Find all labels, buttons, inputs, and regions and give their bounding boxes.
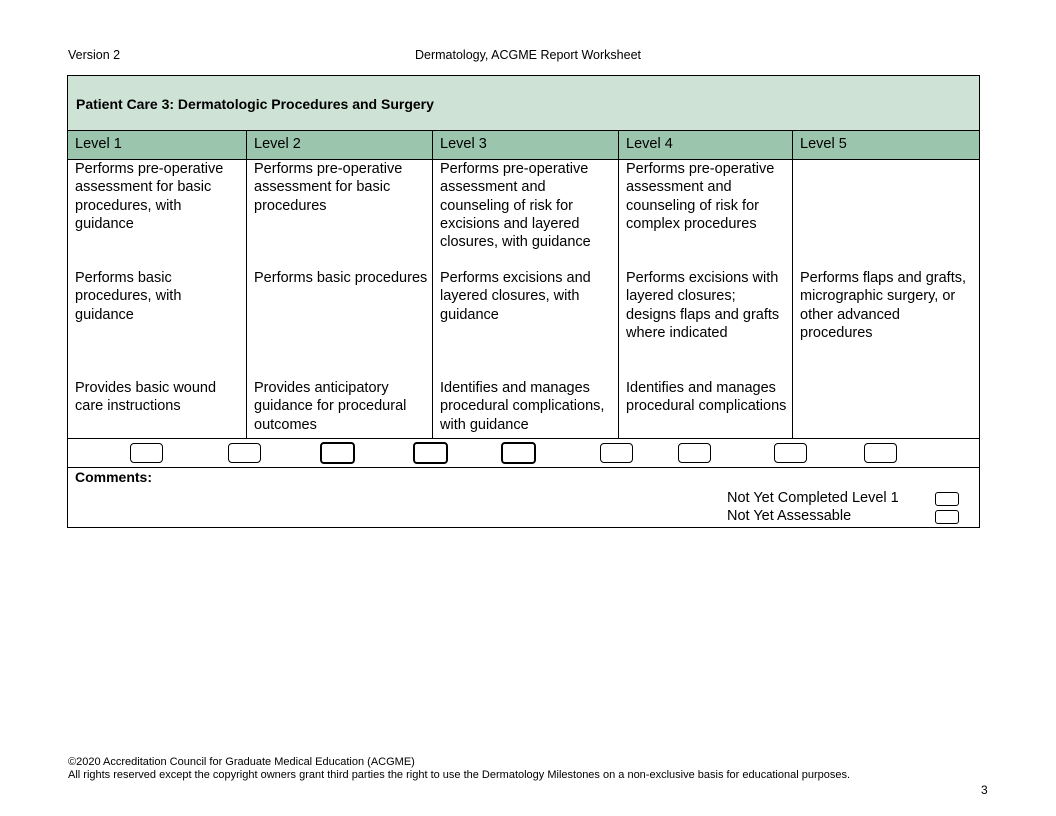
rating-checkbox[interactable]: [774, 443, 807, 463]
rating-checkbox-row: [68, 439, 979, 468]
not-yet-completed-checkbox[interactable]: [935, 492, 959, 506]
copyright-notice: ©2020 Accreditation Council for Graduate Medical Education (ACGME): [68, 756, 415, 768]
milestone-body-row: [68, 160, 979, 439]
level-2-header: Level 2: [247, 131, 433, 159]
comments-section: [68, 468, 979, 527]
milestone-text: Performs pre-operative assessment for basic procedures: [254, 161, 403, 214]
comments-label: Comments:: [75, 469, 153, 485]
level-1-header: Level 1: [68, 131, 247, 159]
rating-checkbox[interactable]: [130, 443, 163, 463]
level-1-column: [68, 160, 247, 438]
rating-checkbox[interactable]: [600, 443, 633, 463]
milestone-text: Performs flaps and grafts, micrographic surgery, or other advanced procedures: [800, 270, 967, 341]
level-4-header: Level 4: [619, 131, 793, 159]
milestone-text: Performs pre-operative assessment and counseling of risk for excisions and layered closures, with guidance: [440, 161, 591, 251]
level-4-column: [619, 160, 793, 438]
milestone-text: Provides anticipatory guidance for procedural outcomes: [254, 380, 407, 433]
section-title: Patient Care 3: Dermatologic Procedures and Surgery: [68, 76, 979, 131]
not-yet-assessable-label: Not Yet Assessable: [727, 508, 852, 524]
milestone-text: Identifies and manages procedural complications: [626, 380, 787, 415]
page-number: 3: [981, 783, 988, 797]
milestone-text: Provides basic wound care instructions: [75, 380, 217, 415]
milestone-worksheet: [67, 75, 980, 528]
level-3-header: Level 3: [433, 131, 619, 159]
not-yet-assessable-checkbox[interactable]: [935, 510, 959, 524]
milestone-text: Performs basic procedures, with guidance: [75, 270, 182, 323]
level-5-header: Level 5: [800, 136, 847, 152]
rating-checkbox[interactable]: [320, 442, 355, 464]
milestone-text: Performs pre-operative assessment and counseling of risk for complex procedures: [626, 161, 775, 232]
level-5-column: [793, 160, 979, 438]
level-2-column: [247, 160, 433, 438]
rights-notice: All rights reserved except the copyright owners grant third parties the right to use the Dermatology Milestones on a non-exclusive basis for educational purposes.: [68, 769, 851, 781]
worksheet-title: Dermatology, ACGME Report Worksheet: [414, 48, 641, 62]
version-label: Version 2: [68, 48, 121, 62]
milestone-text: Performs excisions with layered closures; designs flaps and grafts where indicated: [626, 270, 780, 341]
rating-checkbox[interactable]: [678, 443, 711, 463]
rating-checkbox[interactable]: [501, 442, 536, 464]
rating-checkbox[interactable]: [228, 443, 261, 463]
level-3-column: [433, 160, 619, 438]
milestone-text: Performs pre-operative assessment for basic procedures, with guidance: [75, 161, 224, 232]
milestone-text: Identifies and manages procedural complications, with guidance: [440, 380, 605, 433]
not-yet-completed-label: Not Yet Completed Level 1: [727, 490, 899, 506]
milestone-text: Performs basic procedures: [254, 270, 428, 286]
milestone-text: Performs excisions and layered closures, with guidance: [440, 270, 591, 323]
rating-checkbox[interactable]: [413, 442, 448, 464]
rating-checkbox[interactable]: [864, 443, 897, 463]
level-header-row: [68, 131, 979, 160]
